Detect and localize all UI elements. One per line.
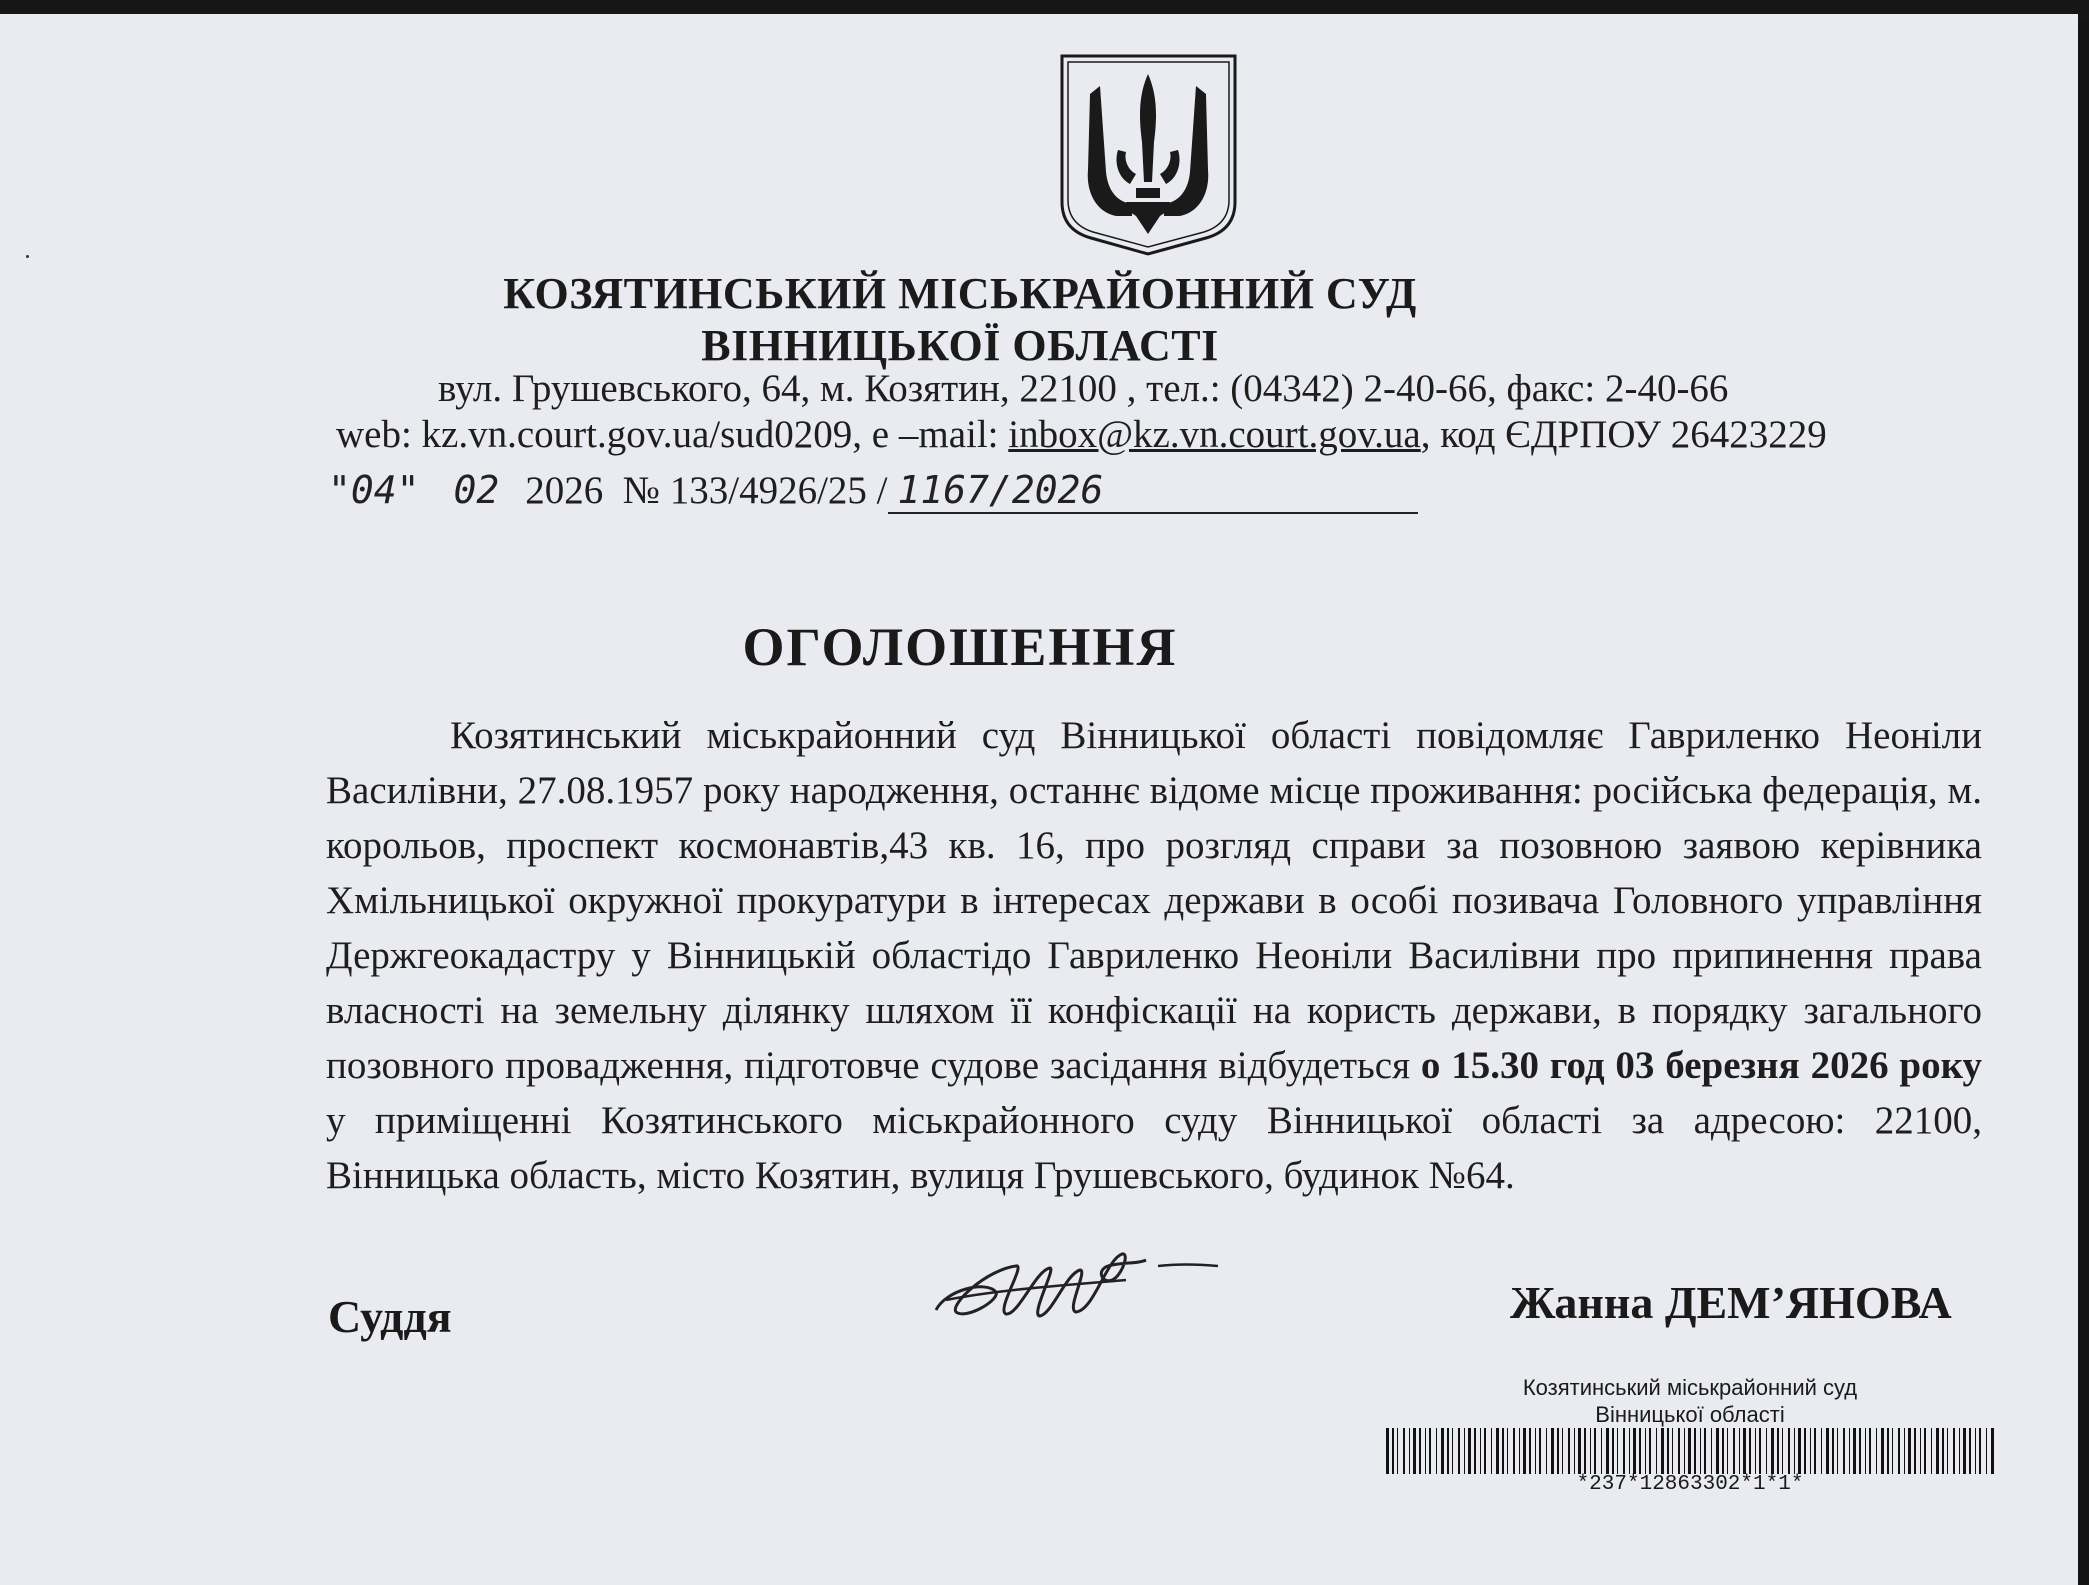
notice-heading: ОГОЛОШЕННЯ [742,617,1178,677]
court-edrpou: , код ЄДРПОУ 26423229 [1420,413,1827,456]
court-barcode-stamp [1380,1374,2000,1496]
notice-body [326,708,1982,1203]
handwritten-day: "04" [328,468,420,512]
case-number: № 133/4926/25 / [622,469,888,512]
court-address: вул. Грушевського, 64, м. Козятин, 22100 , тел.: (04342) 2-40-66, факс: 2-40-66 [438,367,1729,410]
notice-text-part2: у приміщенні Козятинського міськрайонного суду Вінницької області за адресою: 22100, Вінницька область, місто Козятин, вулиця Грушевського, будинок №64. [326,1099,1982,1197]
handwritten-signature [926,1230,1226,1340]
barcode-icon [1384,1428,1996,1474]
handwritten-month: 02 [453,468,500,512]
judge-title: Суддя [328,1291,452,1342]
scan-speck [26,255,29,258]
reference-line [328,468,1418,514]
stamp-court-line1: Козятинський міськрайонний суд [1522,1375,1858,1400]
notice-text-part1: Козятинський міськрайонний суд Вінницької області повідомляє Гавриленко Неоніли Василівни, 27.08.1957 року народження, останнє відоме місце проживання: російська федерація, м. корольов, проспект космонавтів,43 кв. 16, про розгляд справи за позовною заявою керівника Хмільницької окружної прокуратури в інтересах держави в особі позивача Головного управління Держгеокадастру у Вінницькій областідо Гавриленко Неоніли Василівни про припинення права власності на земельну ділянку шляхом її конфіскації на користь держави, в порядку загального позовного провадження, підготовче судове засідання відбудеться [326,714,1982,1087]
court-web: web: kz.vn.court.gov.ua/sud0209, е –mail: [336,413,1009,456]
reference-year: 2026 [525,469,604,512]
coat-of-arms-icon [1056,52,1241,257]
hearing-datetime: о 15.30 год 03 березня 2026 року [1420,1044,1982,1087]
handwritten-outgoing-number: 1167/2026 [888,468,1418,514]
barcode-number: *237*12863302*1*1* [1576,1473,1804,1496]
court-email: inbox@kz.vn.court.gov.ua [1008,413,1421,456]
court-name-line1: КОЗЯТИНСЬКИЙ МІСЬКРАЙОННИЙ СУД [503,269,1417,318]
stamp-court-line2: Вінницької області [1595,1402,1785,1427]
judge-name: Жанна ДЕМ’ЯНОВА [1510,1277,1952,1328]
court-name-line2: ВІННИЦЬКОЇ ОБЛАСТІ [701,321,1219,370]
court-contacts [336,412,1827,457]
